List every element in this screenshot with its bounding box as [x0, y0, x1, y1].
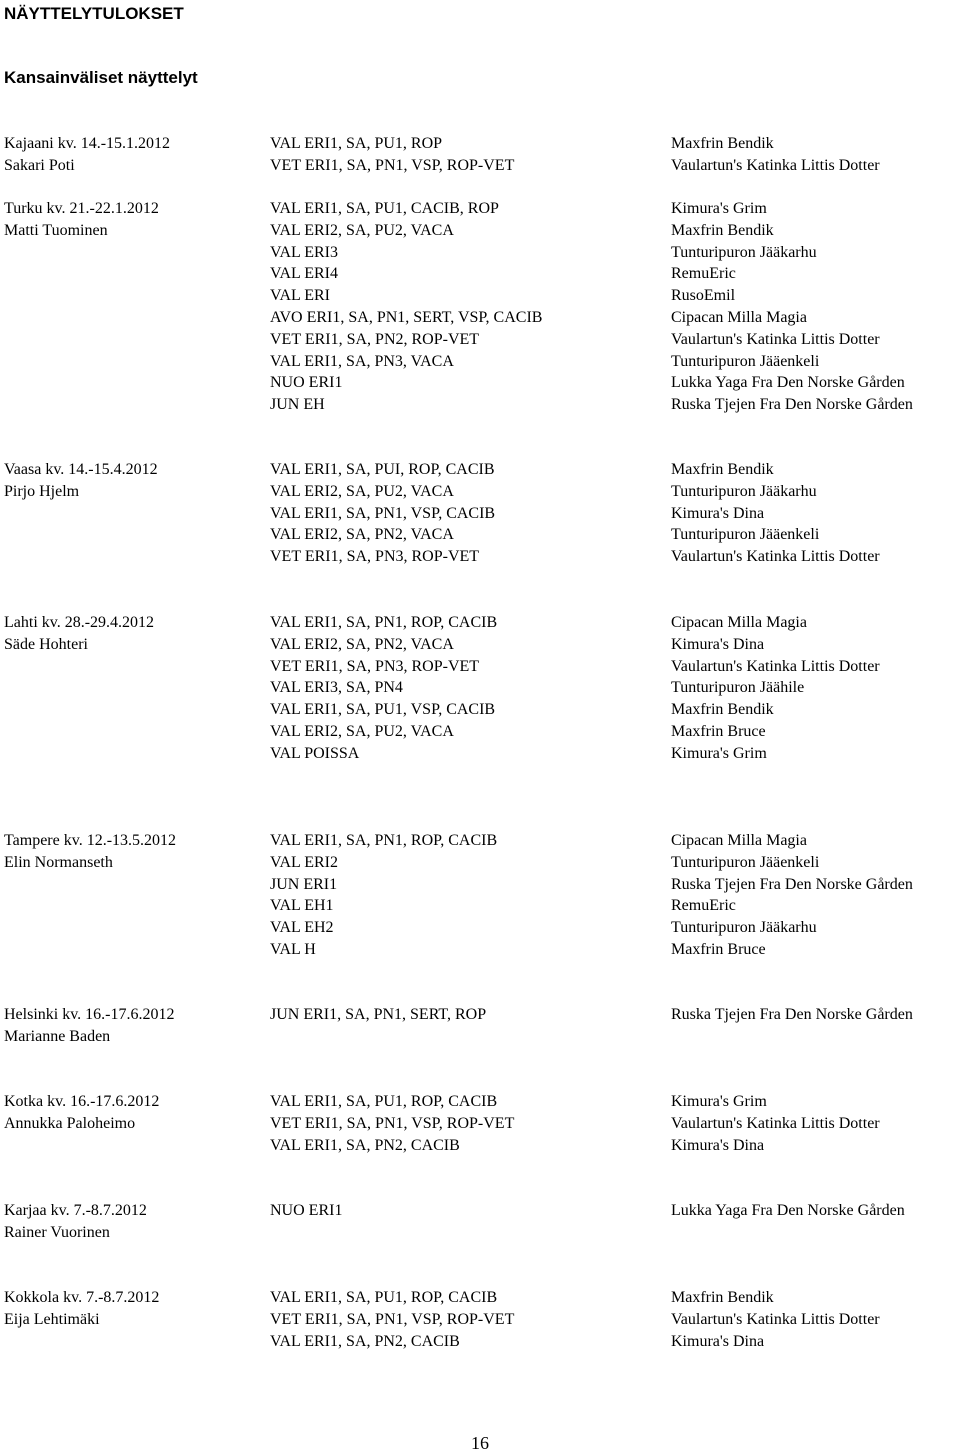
award-text: VAL EH2	[270, 919, 334, 937]
result-row	[0, 1331, 960, 1353]
result-row	[0, 503, 960, 525]
result-row	[0, 1135, 960, 1157]
result-row	[0, 307, 960, 329]
dog-name: Vaulartun's Katinka Littis Dotter	[671, 657, 880, 675]
dog-name: Kimura's Grim	[671, 1093, 767, 1110]
result-row	[0, 677, 960, 699]
award-text: VAL ERI4	[270, 265, 338, 283]
dog-name: Ruska Tjejen Fra Den Norske Gården	[671, 875, 913, 893]
dog-name: Tunturipuron Jääkarhu	[671, 482, 817, 500]
page-number: 16	[471, 1433, 489, 1453]
dog-name: Maxfrin Bendik	[671, 135, 774, 152]
show-info: Marianne Baden	[4, 1027, 111, 1045]
result-row	[0, 394, 960, 416]
show-info: Eija Lehtimäki	[4, 1310, 100, 1328]
dog-name: Maxfrin Bendik	[671, 1289, 774, 1306]
result-row	[0, 874, 960, 896]
dog-name: Kimura's Dina	[671, 1136, 765, 1154]
dog-name: Tunturipuron Jääenkeli	[671, 853, 820, 871]
result-row	[0, 155, 960, 177]
result-row	[0, 459, 960, 481]
result-row	[0, 1287, 960, 1309]
award-text: VAL ERI2	[270, 853, 338, 871]
result-row	[0, 351, 960, 373]
dog-name: Tunturipuron Jääenkeli	[671, 352, 820, 370]
show-info: Matti Tuominen	[4, 221, 108, 239]
award-text: VET ERI1, SA, PN3, ROP-VET	[270, 657, 480, 675]
result-row	[0, 917, 960, 939]
result-row	[0, 895, 960, 917]
show-block	[0, 1200, 960, 1244]
show-info: Rainer Vuorinen	[4, 1223, 110, 1241]
dog-name: RusoEmil	[671, 287, 736, 305]
show-info: Säde Hohteri	[4, 635, 88, 653]
result-row	[0, 656, 960, 678]
dog-name: Lukka Yaga Fra Den Norske Gården	[671, 1202, 905, 1219]
award-text: JUN ERI1	[270, 875, 338, 893]
result-row	[0, 285, 960, 307]
result-row	[0, 133, 960, 155]
dog-name: Maxfrin Bendik	[671, 461, 774, 478]
page-title: NÄYTTELYTULOKSET	[4, 4, 184, 23]
result-row	[0, 1091, 960, 1113]
show-block	[0, 1091, 960, 1156]
award-text: VAL ERI2, SA, PN2, VACA	[270, 635, 454, 653]
result-row	[0, 1026, 960, 1048]
award-text: AVO ERI1, SA, PN1, SERT, VSP, CACIB	[270, 308, 543, 326]
section-title: Kansainväliset näyttelyt	[4, 68, 198, 87]
show-info: Sakari Poti	[4, 156, 75, 174]
show-info: Vaasa kv. 14.-15.4.2012	[4, 461, 158, 478]
result-row	[0, 1200, 960, 1222]
award-text: VAL ERI2, SA, PU2, VACA	[270, 482, 454, 500]
show-block	[0, 133, 960, 177]
dog-name: Vaulartun's Katinka Littis Dotter	[671, 548, 880, 566]
award-text: VAL ERI1, SA, PU1, ROP	[270, 135, 443, 152]
dog-name: Vaulartun's Katinka Littis Dotter	[671, 330, 880, 348]
award-text: VAL EH1	[270, 897, 334, 915]
result-row	[0, 699, 960, 721]
dog-name: Kimura's Dina	[671, 504, 765, 522]
award-text: VAL ERI1, SA, PU1, VSP, CACIB	[270, 701, 496, 719]
result-row	[0, 939, 960, 961]
result-row	[0, 830, 960, 852]
show-info: Karjaa kv. 7.-8.7.2012	[4, 1202, 147, 1219]
award-text: JUN ERI1, SA, PN1, SERT, ROP	[270, 1006, 487, 1023]
award-text: VAL ERI2, SA, PU2, VACA	[270, 722, 454, 740]
result-row	[0, 263, 960, 285]
dog-name: Maxfrin Bruce	[671, 722, 766, 740]
dog-name: Kimura's Grim	[671, 744, 767, 762]
show-info: Helsinki kv. 16.-17.6.2012	[4, 1006, 175, 1023]
show-info: Tampere kv. 12.-13.5.2012	[4, 832, 177, 849]
show-info: Kokkola kv. 7.-8.7.2012	[4, 1289, 160, 1306]
award-text: NUO ERI1	[270, 1202, 343, 1219]
award-text: VET ERI1, SA, PN1, VSP, ROP-VET	[270, 156, 515, 174]
show-info: Elin Normanseth	[4, 853, 113, 871]
dog-name: RemuEric	[671, 265, 736, 283]
award-text: VAL ERI3	[270, 243, 338, 261]
award-text: VAL ERI1, SA, PN1, ROP, CACIB	[270, 832, 498, 849]
award-text: VAL ERI2, SA, PU2, VACA	[270, 221, 454, 239]
dog-name: Kimura's Grim	[671, 200, 767, 217]
result-row	[0, 372, 960, 394]
dog-name: Tunturipuron Jääenkeli	[671, 526, 820, 544]
show-info: Kajaani kv. 14.-15.1.2012	[4, 135, 171, 152]
result-row	[0, 329, 960, 351]
show-info: Annukka Paloheimo	[4, 1114, 136, 1132]
award-text: VAL ERI1, SA, PU1, ROP, CACIB	[270, 1289, 498, 1306]
award-text: VAL ERI3, SA, PN4	[270, 679, 403, 697]
award-text: VAL ERI1, SA, PN2, CACIB	[270, 1136, 460, 1154]
dog-name: Maxfrin Bendik	[671, 701, 774, 719]
show-info: Kotka kv. 16.-17.6.2012	[4, 1093, 160, 1110]
show-block	[0, 198, 960, 416]
dog-name: Kimura's Dina	[671, 635, 765, 653]
show-info: Turku kv. 21.-22.1.2012	[4, 200, 159, 217]
dog-name: Ruska Tjejen Fra Den Norske Gården	[671, 1006, 913, 1023]
dog-name: Tunturipuron Jääkarhu	[671, 919, 817, 937]
award-text: JUN EH	[270, 396, 325, 414]
result-row	[0, 1004, 960, 1026]
result-row	[0, 198, 960, 220]
dog-name: Maxfrin Bruce	[671, 940, 766, 958]
dog-name: Tunturipuron Jäähile	[671, 679, 805, 697]
award-text: VAL ERI1, SA, PN1, VSP, CACIB	[270, 504, 496, 522]
result-row	[0, 743, 960, 765]
award-text: VAL ERI1, SA, PN3, VACA	[270, 352, 454, 370]
dog-name: Vaulartun's Katinka Littis Dotter	[671, 156, 880, 174]
show-block	[0, 612, 960, 765]
result-row	[0, 524, 960, 546]
award-text: VET ERI1, SA, PN1, VSP, ROP-VET	[270, 1310, 515, 1328]
show-block	[0, 1004, 960, 1048]
result-row	[0, 242, 960, 264]
dog-name: Vaulartun's Katinka Littis Dotter	[671, 1114, 880, 1132]
dog-name: RemuEric	[671, 897, 736, 915]
show-block	[0, 459, 960, 568]
result-row	[0, 1309, 960, 1331]
dog-name: Tunturipuron Jääkarhu	[671, 243, 817, 261]
award-text: VET ERI1, SA, PN3, ROP-VET	[270, 548, 480, 566]
award-text: NUO ERI1	[270, 374, 343, 392]
award-text: VAL H	[270, 940, 316, 958]
dog-name: Cipacan Milla Magia	[671, 832, 807, 849]
dog-name: Cipacan Milla Magia	[671, 308, 807, 326]
show-info: Lahti kv. 28.-29.4.2012	[4, 614, 155, 631]
dog-name: Ruska Tjejen Fra Den Norske Gården	[671, 396, 913, 414]
result-row	[0, 481, 960, 503]
award-text: VET ERI1, SA, PN2, ROP-VET	[270, 330, 480, 348]
dog-name: Cipacan Milla Magia	[671, 614, 807, 631]
result-row	[0, 220, 960, 242]
result-row	[0, 1222, 960, 1244]
dog-name: Kimura's Dina	[671, 1332, 765, 1350]
result-row	[0, 1113, 960, 1135]
award-text: VAL ERI1, SA, PN2, CACIB	[270, 1332, 460, 1350]
show-info: Pirjo Hjelm	[4, 482, 80, 500]
result-row	[0, 612, 960, 634]
award-text: VAL ERI	[270, 287, 330, 305]
dog-name: Vaulartun's Katinka Littis Dotter	[671, 1310, 880, 1328]
dog-name: Maxfrin Bendik	[671, 221, 774, 239]
award-text: VAL ERI1, SA, PU1, ROP, CACIB	[270, 1093, 498, 1110]
award-text: VAL POISSA	[270, 744, 360, 762]
award-text: VAL ERI1, SA, PN1, ROP, CACIB	[270, 614, 498, 631]
dog-name: Lukka Yaga Fra Den Norske Gården	[671, 374, 905, 392]
result-row	[0, 634, 960, 656]
award-text: VAL ERI1, SA, PU1, CACIB, ROP	[270, 200, 499, 217]
show-block	[0, 830, 960, 961]
award-text: VAL ERI1, SA, PUI, ROP, CACIB	[270, 461, 495, 478]
award-text: VET ERI1, SA, PN1, VSP, ROP-VET	[270, 1114, 515, 1132]
result-row	[0, 852, 960, 874]
result-row	[0, 546, 960, 568]
show-block	[0, 1287, 960, 1352]
award-text: VAL ERI2, SA, PN2, VACA	[270, 526, 454, 544]
result-row	[0, 721, 960, 743]
